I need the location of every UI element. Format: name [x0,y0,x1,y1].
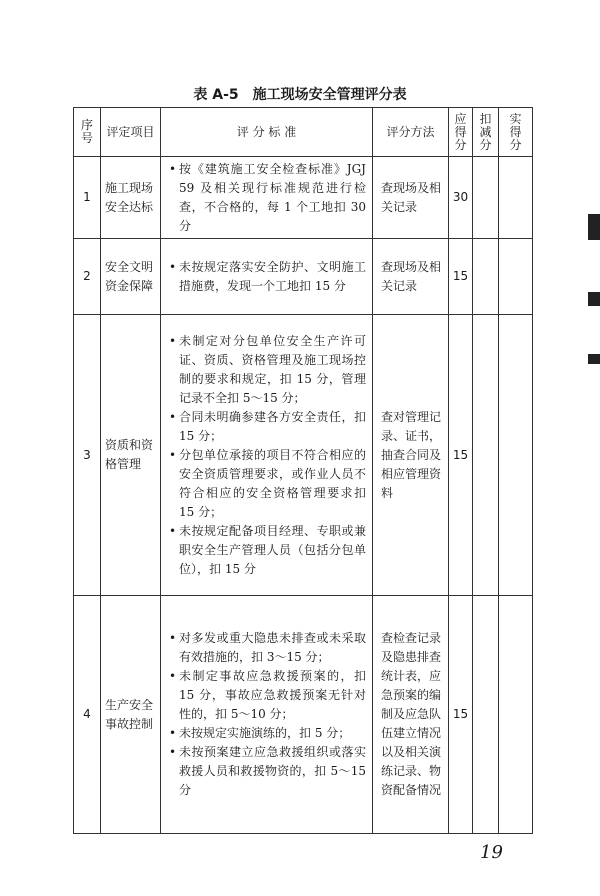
row-method: 查现场及相关记录 [373,239,449,315]
standard-item: • 分包单位承接的项目不符合相应的安全资质管理要求，或作业人员不符合相应的安全资格管理要求扣 15 分； [169,446,366,522]
row-item: 资质和资格管理 [101,315,161,596]
row-num: 1 [74,157,101,239]
row-actual-score [499,239,533,315]
row-num: 4 [74,596,101,834]
table-row [74,157,533,239]
row-actual-score [499,315,533,596]
table-row [74,239,533,315]
standard-item: • 对多发或重大隐患未排查或未采取有效措施的，扣 3～15 分； [169,629,366,667]
scan-edge-mark [588,292,600,306]
table-title [0,84,600,104]
scan-edge-mark [588,214,600,240]
row-num: 2 [74,239,101,315]
header-item: 评定项目 [101,108,161,157]
table-row [74,315,533,596]
row-standards [161,239,373,315]
standard-item: • 未按规定落实安全防护、文明施工措施费，发现一个工地扣 15 分 [169,258,366,296]
standard-item: • 未制定对分包单位安全生产许可证、资质、资格管理及施工现场控制的要求和规定，扣 15 分，管理记录不全扣 5～15 分； [169,332,366,408]
standard-item: • 按《建筑施工安全检查标准》JGJ 59 及相关现行标准规范进行检查，不合格的，每 1 个工地扣 30 分 [169,160,366,236]
header-full-score: 应 得 分 [449,108,473,157]
row-deduct-score [473,239,499,315]
standard-item: • 未按规定实施演练的，扣 5 分； [169,724,366,743]
header-method: 评分方法 [373,108,449,157]
table-title-text: 施工现场安全管理评分表 [252,87,407,103]
table-row [74,596,533,834]
row-full-score: 30 [449,157,473,239]
row-deduct-score [473,596,499,834]
standard-item: • 未制定事故应急救援预案的，扣 15 分，事故应急救援预案无针对性的，扣 5～10 分； [169,667,366,724]
row-full-score: 15 [449,315,473,596]
row-actual-score [499,157,533,239]
header-actual-score: 实 得 分 [499,108,533,157]
standard-item: • 未按规定配备项目经理、专职或兼职安全生产管理人员（包括分包单位），扣 15 分 [169,522,366,579]
header-standard: 评 分 标 准 [161,108,373,157]
page-number: 19 [480,842,503,863]
scan-edge-mark [588,354,600,364]
row-deduct-score [473,315,499,596]
row-item: 生产安全事故控制 [101,596,161,834]
row-item: 安全文明资金保障 [101,239,161,315]
row-actual-score [499,596,533,834]
table-label: 表 A-5 [193,87,239,103]
row-deduct-score [473,157,499,239]
standard-item: • 未按预案建立应急救援组织或落实救援人员和救援物资的，扣 5～15 分 [169,743,366,800]
row-full-score: 15 [449,239,473,315]
row-num: 3 [74,315,101,596]
header-row [74,108,533,157]
row-method: 查现场及相关记录 [373,157,449,239]
row-item: 施工现场安全达标 [101,157,161,239]
safety-management-score-table [73,107,533,834]
header-num: 序 号 [74,108,101,157]
row-standards [161,596,373,834]
row-method: 查对管理记录、证书，抽查合同及相应管理资料 [373,315,449,596]
header-deduct-score: 扣 减 分 [473,108,499,157]
standard-item: • 合同未明确参建各方安全责任，扣 15 分； [169,408,366,446]
row-full-score: 15 [449,596,473,834]
row-standards [161,157,373,239]
row-standards [161,315,373,596]
row-method: 查检查记录及隐患排查统计表，应急预案的编制及应急队伍建立情况以及相关演练记录、物资配备情况 [373,596,449,834]
